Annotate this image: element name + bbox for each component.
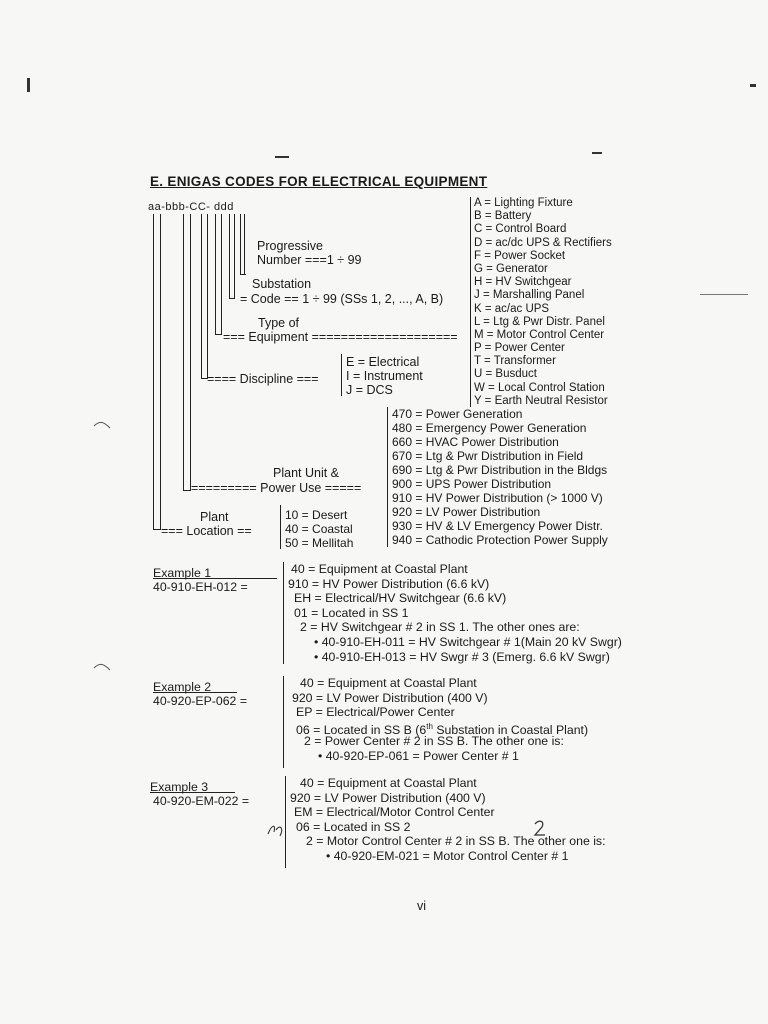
plant-unit-bracket (387, 407, 388, 547)
list-item: C = Control Board (474, 223, 567, 236)
list-item: 670 = Ltg & Pwr Distribution in Field (392, 449, 584, 463)
substation-value: = Code == 1 ÷ 99 (SSs 1, 2, ..., A, B) (240, 292, 444, 306)
list-item: W = Local Control Station (474, 381, 605, 394)
list-item: • 40-910-EH-013 = HV Swgr # 3 (Emerg. 6.6 kV Swgr) (314, 649, 610, 664)
example-3-label: Example 3 (150, 780, 209, 794)
example-1-code: 40-910-EH-012 = (153, 580, 248, 594)
tree-line-h (183, 490, 191, 491)
margin-mark (92, 662, 112, 674)
list-item: 470 = Power Generation (392, 407, 523, 421)
example-1-label: Example 1 (153, 566, 212, 580)
list-item: 920 = LV Power Distribution (400 V) (292, 690, 488, 705)
plant-unit-value: ========= Power Use ===== (191, 481, 362, 495)
list-item: B = Battery (474, 210, 532, 223)
discipline-e: E = Electrical (346, 355, 420, 369)
tree-line-h (240, 274, 246, 275)
list-item: 910 = HV Power Distribution (6.6 kV) (288, 576, 490, 591)
list-item: 10 = Desert (285, 508, 348, 522)
tree-line-substation-2 (234, 214, 235, 298)
example-3-underline (153, 792, 235, 793)
tree-line-discipline-2 (207, 214, 208, 378)
list-item: EM = Electrical/Motor Control Center (294, 805, 495, 820)
list-item: Y = Earth Neutral Resistor (474, 394, 608, 407)
handwritten-mark (264, 820, 288, 840)
plant-location-list (285, 508, 353, 550)
list-item: 01 = Located in SS 1 (294, 605, 409, 620)
list-item: 930 = HV & LV Emergency Power Distr. (392, 519, 603, 533)
scan-mark (275, 156, 289, 158)
list-item: 40 = Coastal (285, 522, 353, 536)
list-item: 2 = HV Switchgear # 2 in SS 1. The other ones are: (300, 620, 580, 635)
discipline-bracket (341, 354, 342, 396)
equipment-type-list (474, 197, 612, 408)
list-item: 920 = LV Power Distribution (400 V) (290, 790, 486, 805)
list-item: A = Lighting Fixture (474, 197, 573, 209)
list-item: 40 = Equipment at Coastal Plant (291, 562, 468, 576)
tree-line-h (215, 334, 222, 335)
progressive-label: Progressive (257, 239, 323, 253)
list-item: 920 = LV Power Distribution (392, 505, 541, 519)
example-2-lines (288, 676, 588, 764)
list-item: K = ac/ac UPS (474, 302, 550, 315)
discipline-i: I = Instrument (346, 369, 423, 383)
example-1-bracket (283, 562, 284, 664)
plant-location-value: === Location == (161, 524, 252, 538)
list-item: F = Power Socket (474, 249, 566, 262)
list-item: 06 = Located in SS B (6th Substation in Coastal Plant) (296, 721, 589, 737)
list-item: 40 = Equipment at Coastal Plant (300, 676, 477, 690)
tree-line-equipment (215, 214, 216, 334)
tree-line-h (153, 529, 161, 530)
example-2-bracket (283, 676, 284, 768)
list-item: 2 = Motor Control Center # 2 in SS B. The other one is: (306, 834, 606, 849)
list-item: 900 = UPS Power Distribution (392, 477, 552, 491)
substation-label: Substation (252, 277, 312, 291)
list-item: • 40-920-EP-061 = Power Center # 1 (318, 748, 519, 763)
list-item: 940 = Cathodic Protection Power Supply (392, 533, 608, 547)
tree-line-equipment-2 (221, 214, 222, 334)
tree-line-substation (229, 214, 230, 298)
code-format: aa-bbb-CC- ddd (148, 201, 234, 213)
tree-line-progressive-2 (244, 214, 245, 274)
margin-mark (92, 420, 112, 432)
list-item: P = Power Center (474, 342, 565, 355)
list-item: 910 = HV Power Distribution (> 1000 V) (392, 491, 603, 505)
equipment-label: Type of (258, 316, 299, 330)
list-item: 06 = Located in SS 2 (296, 819, 411, 834)
list-item: U = Busduct (474, 368, 537, 381)
example-1-underline (153, 578, 277, 579)
list-item: • 40-920-EM-021 = Motor Control Center # 1 (326, 848, 569, 863)
tree-line-plant-unit (183, 214, 184, 490)
tree-line-discipline (201, 214, 202, 378)
list-item: 40 = Equipment at Coastal Plant (300, 776, 477, 790)
tree-line-plant-location-2 (160, 214, 161, 530)
tree-line-plant-unit-2 (190, 214, 191, 490)
scan-mark (750, 84, 756, 87)
equipment-value: === Equipment ==================== (223, 330, 458, 344)
example-3-code: 40-920-EM-022 = (153, 794, 250, 808)
list-item: 480 = Emergency Power Generation (392, 421, 587, 435)
list-item: EP = Electrical/Power Center (296, 705, 455, 720)
example-2-label: Example 2 (153, 680, 212, 694)
list-item: 50 = Mellitah (285, 536, 354, 550)
list-item: D = ac/dc UPS & Rectifiers (474, 236, 612, 249)
list-item: L = Ltg & Pwr Distr. Panel (474, 315, 605, 328)
scan-mark (592, 152, 602, 154)
list-item: 660 = HVAC Power Distribution (392, 435, 559, 449)
list-item: 2 = Power Center # 2 in SS B. The other one is: (304, 734, 564, 749)
handwritten-digit (530, 818, 550, 838)
list-item: T = Transformer (474, 355, 556, 368)
tree-line-progressive (240, 214, 241, 274)
page-number: vi (417, 899, 427, 913)
list-item: G = Generator (474, 262, 548, 275)
progressive-value: Number ===1 ÷ 99 (257, 253, 362, 267)
example-3-lines (290, 776, 606, 864)
plant-unit-list (392, 407, 608, 547)
page-title: E. ENIGAS CODES FOR ELECTRICAL EQUIPMENT (150, 174, 488, 189)
tree-line-h (229, 298, 235, 299)
discipline-label: ==== Discipline === (207, 372, 319, 386)
tree-line-plant-location (153, 214, 154, 530)
example-2-code: 40-920-EP-062 = (153, 694, 247, 708)
list-item: H = HV Switchgear (474, 276, 572, 289)
example-2-underline (153, 692, 237, 693)
list-item: M = Motor Control Center (474, 328, 605, 341)
example-1-lines (288, 562, 622, 664)
plant-location-label: Plant (200, 510, 229, 524)
list-item: 690 = Ltg & Pwr Distribution in the Bldgs (392, 463, 608, 477)
scan-mark (700, 294, 748, 295)
list-item: J = Marshalling Panel (474, 289, 585, 302)
plant-location-bracket (280, 505, 281, 549)
discipline-j: J = DCS (346, 383, 393, 397)
scan-mark (27, 78, 30, 92)
list-item: EH = Electrical/HV Switchgear (6.6 kV) (294, 591, 507, 606)
equipment-bracket (470, 197, 471, 407)
plant-unit-label: Plant Unit & (273, 466, 340, 480)
list-item: • 40-910-EH-011 = HV Switchgear # 1(Main 20 kV Swgr) (314, 634, 622, 649)
